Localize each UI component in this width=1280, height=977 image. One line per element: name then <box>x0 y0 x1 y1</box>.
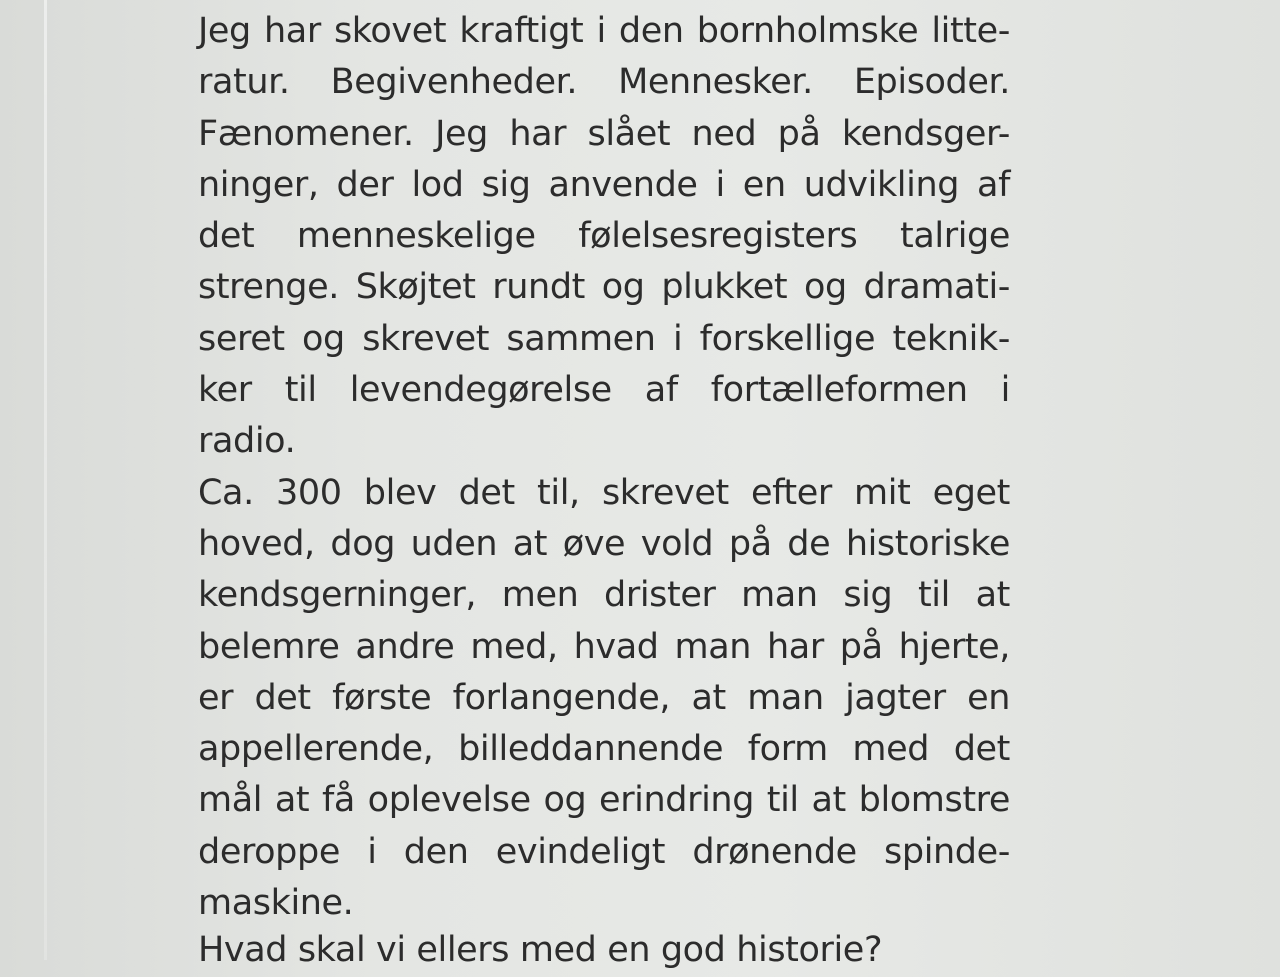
text-line: ninger, der lod sig anvende i en udvikling af <box>198 164 1010 205</box>
text-line: Hvad skal vi ellers med en god historie? <box>198 930 883 971</box>
text-line: kendsgerninger, men drister man sig til at <box>198 575 1010 616</box>
text-line: mål at få oplevelse og erindring til at blomstre <box>198 780 1010 821</box>
text-line: strenge. Skøjtet rundt og plukket og dramati- <box>198 267 1010 308</box>
page-edge <box>44 0 47 960</box>
text-line: hoved, dog uden at øve vold på de historiske <box>198 523 1010 564</box>
text-line: maskine. <box>198 883 354 924</box>
text-line: deroppe i den evindeligt drønende spinde- <box>198 831 1010 872</box>
text-line: radio. <box>198 421 296 462</box>
text-line: er det første forlangende, at man jagter en <box>198 677 1010 718</box>
text-line: seret og skrevet sammen i forskellige teknik- <box>198 318 1010 359</box>
text-line: appellerende, billeddannende form med det <box>198 729 1010 770</box>
text-line: ker til levendegørelse af fortælleformen i <box>198 370 1010 411</box>
text-line: ratur. Begivenheder. Mennesker. Episoder. <box>198 62 1010 103</box>
text-line: Ca. 300 blev det til, skrevet efter mit eget <box>198 472 1010 513</box>
text-line: belemre andre med, hvad man har på hjerte, <box>198 626 1010 667</box>
text-line: Fænomener. Jeg har slået ned på kendsger- <box>198 113 1010 154</box>
text-line: Jeg har skovet kraftigt i den bornholmske litte- <box>198 11 1010 51</box>
body-text <box>198 6 1010 977</box>
text-line: det menneskelige følelsesregisters talrige <box>198 216 1010 257</box>
